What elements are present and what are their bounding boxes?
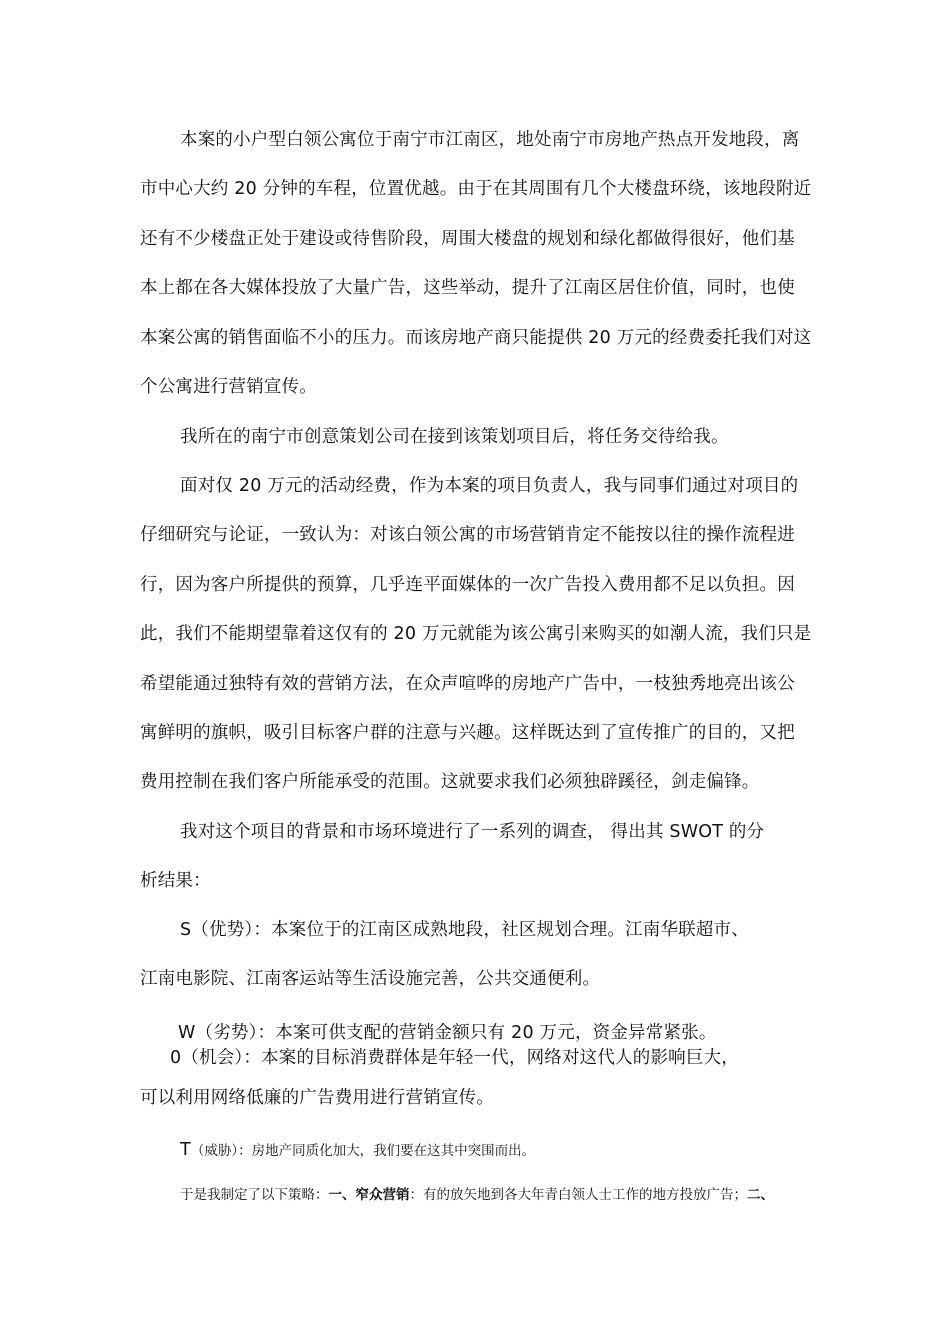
swot-threat-line: [180, 1138, 870, 1163]
swot-threat-text: （威胁）：房地产同质化加大，我们要在这其中突围而出。: [190, 1143, 536, 1159]
para1-line-6: 个公寓进行营销宣传。: [140, 377, 317, 397]
strategy-lead: 于是我制定了以下策略：: [180, 1187, 329, 1203]
swot-threat-letter: T: [180, 1140, 191, 1160]
para1-line-1: 本案的小户型白领公寓位于南宁市江南区，地处南宁市房地产热点开发地段，离: [180, 130, 800, 150]
para4-line-2: 析结果：: [140, 871, 211, 891]
para3-line-1: 面对仅 20 万元的活动经费，作为本案的项目负责人，我与同事们通过对项目的: [180, 476, 799, 496]
para4-line-1: 我对这个项目的背景和市场环境进行了一系列的调查， 得出其 SWOT 的分: [180, 822, 765, 842]
swot-opportunity-line-1: 0（机会）：本案的目标消费群体是年轻一代，网络对这代人的影响巨大，: [170, 1048, 739, 1068]
swot-strength-line-1: S（优势）：本案位于的江南区成熟地段，社区规划合理。江南华联超市、: [180, 920, 749, 940]
para2-line-1: 我所在的南宁市创意策划公司在接到该策划项目后，将任务交待给我。: [180, 427, 729, 447]
para1-line-2: 市中心大约 20 分钟的车程，位置优越。由于在其周围有几个大楼盘环绕，该地段附近: [140, 179, 812, 199]
strategy-item1-title: 一、窄众营销: [328, 1187, 410, 1203]
swot-weakness-line: W（劣势）：本案可供支配的营销金额只有 20 万元，资金异常紧张。: [178, 1023, 717, 1043]
para3-line-5: 希望能通过独特有效的营销方法，在众声喧哗的房地产广告中，一枝独秀地亮出该公: [140, 674, 795, 694]
swot-strength-line-2: 江南电影院、江南客运站等生活设施完善，公共交通便利。: [140, 969, 601, 989]
para3-line-3: 行，因为客户所提供的预算，几乎连平面媒体的一次广告投入费用都不足以负担。因: [140, 575, 795, 595]
para1-line-5: 本案公寓的销售面临不小的压力。而该房地产商只能提供 20 万元的经费委托我们对这: [140, 328, 812, 348]
swot-opportunity-line-2: 可以利用网络低廉的广告费用进行营销宣传。: [140, 1088, 494, 1108]
para3-line-2: 仔细研究与论证，一致认为：对该白领公寓的市场营销肯定不能按以往的操作流程进: [140, 525, 795, 545]
strategy-item2-title: 二、: [747, 1187, 774, 1203]
para3-line-7: 费用控制在我们客户所能承受的范围。这就要求我们必须独辟蹊径，剑走偏锋。: [140, 772, 760, 792]
para3-line-4: 此，我们不能期望靠着这仅有的 20 万元就能为该公寓引来购买的如潮人流，我们只是: [140, 624, 812, 644]
strategy-item1-text: ：有的放矢地到各大年青白领人士工作的地方投放广告；: [409, 1187, 747, 1203]
para3-line-6: 寓鲜明的旗帜，吸引目标客户群的注意与兴趣。这样既达到了宣传推广的目的，又把: [140, 723, 795, 743]
para1-line-3: 还有不少楼盘正处于建设或待售阶段，周围大楼盘的规划和绿化都做得很好，他们基: [140, 229, 795, 249]
para1-line-4: 本上都在各大媒体投放了大量广告，这些举动，提升了江南区居住价值，同时，也使: [140, 278, 795, 298]
strategy-line: [180, 1183, 830, 1207]
